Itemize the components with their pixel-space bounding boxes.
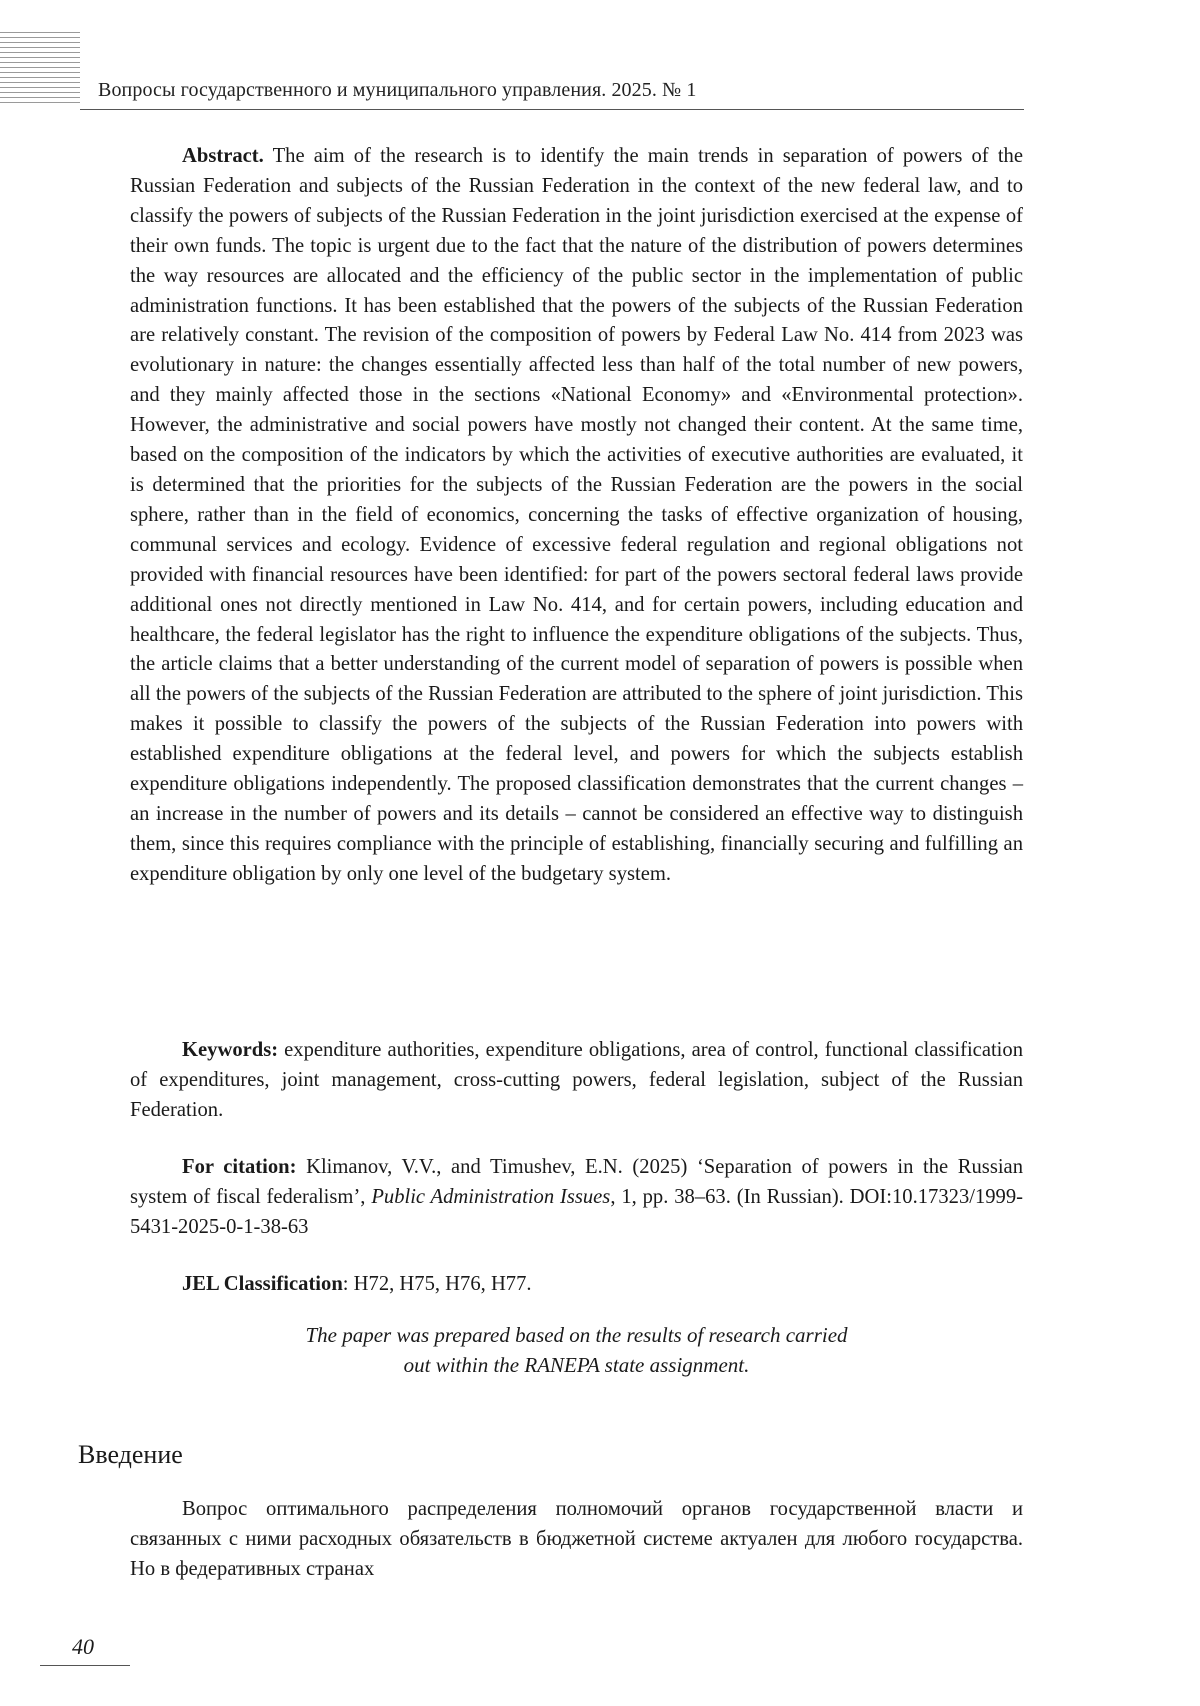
funding-note-line-1: The paper was prepared based on the results of research carried — [305, 1323, 848, 1347]
citation-journal: Public Administration Issues — [371, 1185, 611, 1208]
running-head: Вопросы государственного и муниципального управления. 2025. № 1 — [98, 79, 697, 101]
funding-note — [200, 1320, 953, 1380]
keywords-paragraph — [130, 1036, 1023, 1126]
jel-codes: : H72, H75, H76, H77. — [342, 1273, 532, 1295]
keywords-label: Keywords: — [182, 1039, 279, 1061]
abstract-text: The aim of the research is to identify the main trends in separation of powers of the Russian Federation and subjects of the Russian Federation in the context of the new federal law, and to classify the powers of subjects of the Russian Federation in the joint jurisdiction exercised at the expense of their own funds. The topic is urgent due to the fact that the nature of the distribution of powers determines the way resources are allocated and the efficiency of the public sector in the implementation of public administration functions. It has been established that the powers of the subjects of the Russian Federation are relatively constant. The revision of the composition of powers by Federal Law No. 414 from 2023 was evolutionary in nature: the changes essentially affected less than half of the total number of new powers, and they mainly affected those in the sections «National Economy» and «Environmental protection». However, the administrative and social powers have mostly not changed their content. At the same time, based on the composition of the indicators by which the activities of executive authorities are evaluated, it is determined that the priorities for the subjects of the Russian Federation are the powers in the social sphere, rather than in the field of economics, concerning the tasks of effective organization of housing, communal services and ecology. Evidence of excessive federal regulation and regional obligations not provided with financial resources have been identified: for part of the powers sectoral federal laws provide additional ones not directly mentioned in Law No. 414, and for certain powers, including education and healthcare, the federal legislator has the right to influence the expenditure obligations of the subjects. Thus, the article claims that a better understanding of the current model of separation of powers is possible when all the powers of the subjects of the Russian Federation are attributed to the sphere of joint jurisdiction. This makes it possible to classify the powers of the subjects of the Russian Federation into powers with established expenditure obligations at the federal level, and powers for which the subjects establish expenditure obligations independently. The proposed classification demonstrates that the current changes – an increase in the number of powers and its details – cannot be considered an effective way to distinguish them, since this requires compliance with the principle of establishing, financially securing and fulfilling an expenditure obligation by only one level of the budgetary system. — [130, 145, 1023, 885]
citation-label: For citation: — [182, 1156, 297, 1178]
header-decoration — [0, 32, 80, 106]
abstract-paragraph — [130, 142, 1023, 890]
citation-text-end: , 1, pp. 38–63. (In Russian). DOI:10.17323/1999-5431-2025-0-1-38-63 — [130, 1185, 1024, 1238]
keywords-text: expenditure authorities, expenditure obligations, area of control, functional classification of expenditures, joint management, cross-cutting powers, federal legislation, subject of the Russian Federation. — [130, 1039, 1023, 1121]
citation-paragraph — [130, 1153, 1023, 1243]
citation-text: Klimanov, V.V., and Timushev, E.N. (2025) ‘Separation of powers in the Russian system of fiscal federalism’, — [130, 1156, 1023, 1208]
funding-note-line-2: out within the RANEPA state assignment. — [403, 1353, 750, 1377]
footer-rule — [40, 1665, 130, 1666]
section-heading: Введение — [78, 1440, 183, 1469]
header-rule — [80, 109, 1024, 110]
abstract-label: Abstract. — [182, 145, 264, 167]
jel-label: JEL Classification — [182, 1273, 343, 1295]
intro-paragraph: Вопрос оптимального распределения полномочий органов государственной власти и связанных с ними расходных обязательств в бюджетной системе актуален для любого государства. Но в федеративных странах — [130, 1498, 1023, 1580]
page-number: 40 — [72, 1634, 94, 1659]
jel-paragraph — [130, 1270, 1023, 1300]
